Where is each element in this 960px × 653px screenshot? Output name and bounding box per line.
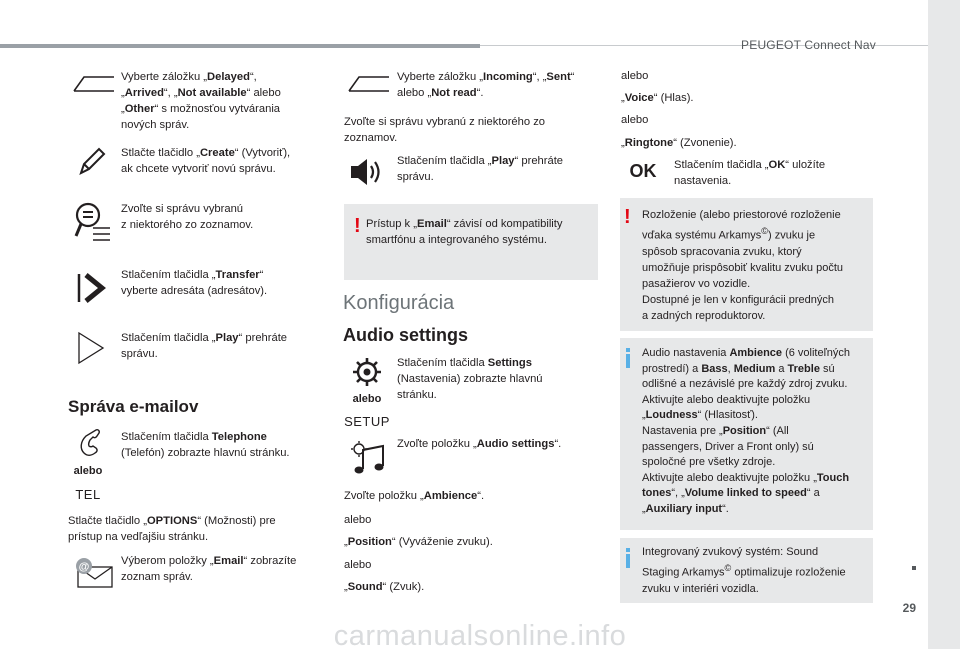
text-play: Stlačením tlačidla „Play“ prehráte správu. bbox=[121, 332, 288, 360]
text-voice: „Voice“ (Hlas). bbox=[621, 92, 694, 104]
tel-key: TEL bbox=[75, 487, 101, 502]
text-alebo: alebo bbox=[344, 514, 372, 526]
info-icon bbox=[626, 348, 630, 368]
text-delayed-tabs: Vyberte záložku „Delayed“, „Arrived“, „Not available“ alebo „Other“ s možnosťou vytvárania nových správ. bbox=[121, 71, 281, 131]
page-marker bbox=[912, 566, 916, 570]
text-play-middle: Stlačením tlačidla „Play“ prehráte správu. bbox=[397, 155, 564, 183]
text-ringtone: „Ringtone“ (Zvonenie). bbox=[621, 137, 737, 149]
warning-email-text: Prístup k „Email“ závisí od kompatibility smartfónu a integrovaného systému. bbox=[366, 218, 563, 246]
text-create: Stlačte tlačidlo „Create“ (Vytvoriť), ak chcete vytvoriť novú správu. bbox=[121, 147, 291, 175]
watermark: carmanualsonline.info bbox=[333, 620, 627, 652]
warning-icon: ! bbox=[624, 206, 631, 228]
info-box-ambience bbox=[620, 338, 873, 530]
audio-settings-icon bbox=[350, 440, 386, 478]
warning-arkamys-text: Rozloženie (alebo priestorové rozloženie vďaka systému Arkamys©) zvuku je spôsob spracovania zvuku, ktorý umožňuje prispôsobiť kvalitu zvuku počtu pasažierov vo vozidle. Dostupné je len v konfigurácii predných a zadných reproduktorov. bbox=[642, 209, 844, 322]
text-options: Stlačte tlačidlo „OPTIONS“ (Možnosti) pre prístup na vedľajšiu stránku. bbox=[68, 515, 276, 543]
info-icon bbox=[626, 548, 630, 568]
warning-icon: ! bbox=[354, 215, 361, 237]
speaker-icon bbox=[349, 156, 385, 188]
info-sound-staging-text: Integrovaný zvukový systém: Sound Staging Arkamys© optimalizuje rozloženie zvuku v interiéri vozidla. bbox=[642, 546, 846, 595]
email-section-heading: Správa e-mailov bbox=[68, 397, 199, 416]
ok-key: OK bbox=[629, 161, 657, 181]
text-alebo: alebo bbox=[621, 114, 649, 126]
warning-box-arkamys bbox=[620, 198, 873, 331]
page-number: 29 bbox=[902, 601, 916, 615]
setup-key: SETUP bbox=[344, 414, 390, 429]
settings-alebo-label: alebo bbox=[352, 393, 382, 405]
phone-alebo-label: alebo bbox=[73, 465, 103, 477]
text-transfer: Stlačením tlačidla „Transfer“ vyberte adresáta (adresátov). bbox=[121, 269, 268, 297]
info-ambience-text: Audio nastavenia Ambience (6 voliteľných prostredí) a Bass, Medium a Treble sú odlišné a nezávislé pre každý zdroj zvuku. Aktivujte alebo deaktivujte položku „Loudness“ (Hlasitosť). Nastavenia pre „Position“ (All passengers, Driver a Front only) sú spoločné pre všetky zdroje. Aktivujte alebo deaktivujte položku „Touch tones“, „Volume linked to speed“ a „Auxiliary input“. bbox=[642, 347, 851, 515]
warning-box-email bbox=[344, 204, 598, 280]
text-select-message: Zvoľte si správu vybranú z niektorého zo zoznamov. bbox=[121, 203, 254, 231]
header-bar bbox=[0, 44, 480, 48]
text-alebo: alebo bbox=[621, 70, 649, 82]
text-select-from-lists: Zvoľte si správu vybranú z niektorého zo zoznamov. bbox=[344, 116, 546, 144]
text-ok: Stlačením tlačidla „OK“ uložíte nastavenia. bbox=[674, 159, 826, 187]
info-box-sound-staging bbox=[620, 538, 873, 603]
tab-folder-icon bbox=[72, 74, 116, 94]
email-icon bbox=[73, 557, 115, 591]
contact-list-icon bbox=[73, 200, 113, 246]
running-header: PEUGEOT Connect Nav bbox=[741, 38, 876, 52]
page-edge-band bbox=[928, 0, 960, 649]
text-settings: Stlačením tlačidla Settings (Nastavenia) zobrazte hlavnú stránku. bbox=[397, 357, 543, 401]
svg-text:@: @ bbox=[78, 561, 90, 573]
text-email-list: Výberom položky „Email“ zobrazíte zoznam správ. bbox=[121, 555, 297, 583]
text-telephone: Stlačením tlačidla Telephone (Telefón) zobrazte hlavnú stránku. bbox=[121, 431, 290, 459]
text-sound: „Sound“ (Zvuk). bbox=[344, 581, 425, 593]
text-alebo: alebo bbox=[344, 559, 372, 571]
text-ambience: Zvoľte položku „Ambience“. bbox=[344, 490, 485, 502]
audio-settings-heading: Audio settings bbox=[343, 325, 468, 345]
pencil-icon bbox=[78, 146, 106, 176]
settings-gear-icon bbox=[352, 357, 382, 387]
text-incoming-tabs: Vyberte záložku „Incoming“, „Sent“ alebo „Not read“. bbox=[397, 71, 575, 99]
text-position: „Position“ (Vyváženie zvuku). bbox=[344, 536, 493, 548]
transfer-icon bbox=[76, 272, 108, 304]
tab-folder-icon bbox=[347, 74, 391, 94]
play-icon bbox=[77, 331, 105, 365]
text-audio-settings: Zvoľte položku „Audio settings“. bbox=[397, 438, 562, 450]
phone-icon bbox=[78, 428, 104, 458]
section-title: Konfigurácia bbox=[343, 292, 455, 314]
